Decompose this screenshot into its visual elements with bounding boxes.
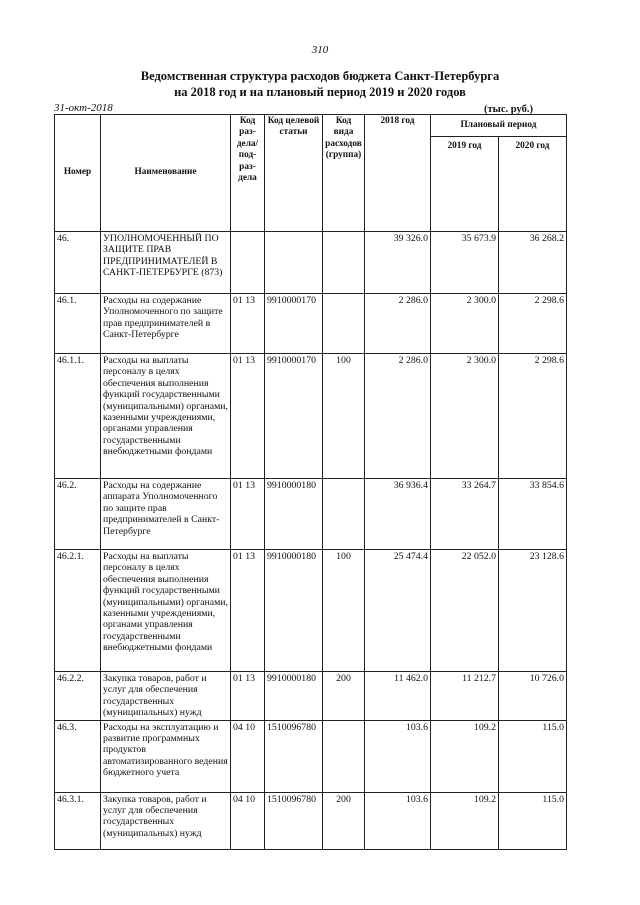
row-number: 46.2.2. (55, 672, 101, 721)
row-section-code: 01 13 (231, 672, 265, 721)
header-section-code: Код раз- дела/ под- раз- дела (231, 115, 265, 232)
row-expense-group (323, 720, 365, 792)
row-amount-2019: 109.2 (431, 792, 499, 849)
page-number: 310 (311, 44, 329, 56)
row-amount-2018: 2 286.0 (365, 294, 431, 354)
row-amount-2019: 109.2 (431, 720, 499, 792)
table-row (55, 720, 567, 792)
row-amount-2018: 2 286.0 (365, 354, 431, 479)
row-target-code: 9910000180 (265, 550, 323, 672)
table-row (55, 479, 567, 550)
row-name: Закупка товаров, работ и услуг для обеспечения государственных (муниципальных) нужд (101, 672, 231, 721)
row-amount-2018: 36 936.4 (365, 479, 431, 550)
row-amount-2020: 10 726.0 (499, 672, 567, 721)
title-line-1: Ведомственная структура расходов бюджета Санкт-Петербурга (140, 69, 500, 83)
document-date: 31-окт-2018 (54, 102, 113, 114)
row-number: 46. (55, 232, 101, 294)
row-amount-2019: 35 673.9 (431, 232, 499, 294)
row-amount-2020: 2 298.6 (499, 294, 567, 354)
row-name: Расходы на выплаты персоналу в целях обеспечения выполнения функций государственными (муниципальными) органами, казенными учреждениями, органами управления государственными внебюджетными фондами (101, 354, 231, 479)
row-amount-2019: 2 300.0 (431, 354, 499, 479)
row-name: Расходы на эксплуатацию и развитие программных продуктов автоматизированного ведения бюджетного учета (101, 720, 231, 792)
row-expense-group: 200 (323, 792, 365, 849)
header-target-code: Код целевой статьи (265, 115, 323, 232)
row-section-code: 04 10 (231, 792, 265, 849)
budget-table (54, 114, 567, 850)
row-amount-2020: 23 128.6 (499, 550, 567, 672)
header-number: Номер (55, 115, 101, 232)
table-row (55, 232, 567, 294)
row-target-code: 1510096780 (265, 792, 323, 849)
row-amount-2019: 33 264.7 (431, 479, 499, 550)
row-amount-2018: 25 474.4 (365, 550, 431, 672)
row-target-code: 9910000170 (265, 294, 323, 354)
row-amount-2019: 22 052.0 (431, 550, 499, 672)
row-amount-2020: 115.0 (499, 792, 567, 849)
row-number: 46.2. (55, 479, 101, 550)
header-expense-group: Код вида расходов (группа) (323, 115, 365, 232)
row-section-code: 01 13 (231, 479, 265, 550)
row-name: Закупка товаров, работ и услуг для обеспечения государственных (муниципальных) нужд (101, 792, 231, 849)
row-expense-group (323, 294, 365, 354)
row-number: 46.2.1. (55, 550, 101, 672)
row-amount-2018: 103.6 (365, 720, 431, 792)
row-amount-2018: 103.6 (365, 792, 431, 849)
row-expense-group: 200 (323, 672, 365, 721)
header-2020: 2020 год (499, 137, 567, 232)
row-expense-group: 100 (323, 354, 365, 479)
header-name: Наименование (101, 115, 231, 232)
row-section-code: 01 13 (231, 294, 265, 354)
header-2019: 2019 год (431, 137, 499, 232)
row-number: 46.3.1. (55, 792, 101, 849)
row-name: Расходы на содержание Уполномоченного по защите прав предпринимателей в Санкт-Петербурге (101, 294, 231, 354)
row-amount-2019: 11 212.7 (431, 672, 499, 721)
row-amount-2020: 115.0 (499, 720, 567, 792)
row-amount-2020: 2 298.6 (499, 354, 567, 479)
units-label: (тыс. руб.) (484, 104, 533, 115)
header-planned-period: Плановый период (431, 115, 567, 137)
table-row (55, 672, 567, 721)
row-amount-2018: 39 326.0 (365, 232, 431, 294)
row-target-code: 9910000180 (265, 672, 323, 721)
row-name: Расходы на выплаты персоналу в целях обеспечения выполнения функций государственными (муниципальными) органами, казенными учреждениями, органами управления государственными внебюджетными фондами (101, 550, 231, 672)
row-expense-group (323, 479, 365, 550)
row-name: Расходы на содержание аппарата Уполномоченного по защите прав предпринимателей в Санкт-Петербурге (101, 479, 231, 550)
table-row (55, 294, 567, 354)
document-title (0, 68, 640, 100)
row-amount-2018: 11 462.0 (365, 672, 431, 721)
row-section-code (231, 232, 265, 294)
row-name: УПОЛНОМОЧЕННЫЙ ПО ЗАЩИТЕ ПРАВ ПРЕДПРИНИМАТЕЛЕЙ В САНКТ-ПЕТЕРБУРГЕ (873) (101, 232, 231, 294)
row-section-code: 04 10 (231, 720, 265, 792)
row-target-code: 9910000180 (265, 479, 323, 550)
table-row (55, 550, 567, 672)
title-line-2: на 2018 год и на плановый период 2019 и 2020 годов (174, 85, 466, 99)
row-target-code: 9910000170 (265, 354, 323, 479)
table-row (55, 792, 567, 849)
row-section-code: 01 13 (231, 550, 265, 672)
row-expense-group (323, 232, 365, 294)
row-amount-2020: 36 268.2 (499, 232, 567, 294)
row-amount-2019: 2 300.0 (431, 294, 499, 354)
row-amount-2020: 33 854.6 (499, 479, 567, 550)
row-number: 46.1.1. (55, 354, 101, 479)
row-expense-group: 100 (323, 550, 365, 672)
table-row (55, 354, 567, 479)
header-2018: 2018 год (365, 115, 431, 232)
row-target-code (265, 232, 323, 294)
row-number: 46.3. (55, 720, 101, 792)
row-section-code: 01 13 (231, 354, 265, 479)
row-number: 46.1. (55, 294, 101, 354)
row-target-code: 1510096780 (265, 720, 323, 792)
